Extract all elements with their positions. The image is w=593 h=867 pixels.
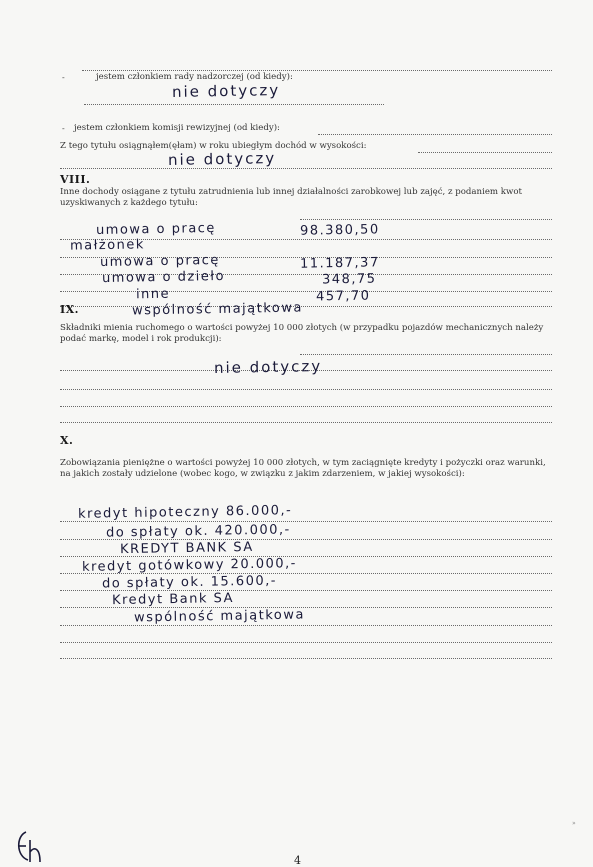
section-viii-heading: VIII. xyxy=(60,173,91,186)
income-entry-label: umowa o pracę xyxy=(99,252,221,271)
dotted-line xyxy=(60,422,552,423)
income-value: nie dotyczy xyxy=(167,149,277,169)
dotted-line xyxy=(82,70,552,71)
dotted-line xyxy=(84,104,384,105)
income-entry-amount: 457,70 xyxy=(315,288,371,305)
bullet: - xyxy=(62,124,65,133)
dotted-line xyxy=(60,168,552,169)
income-entry-label: inne xyxy=(135,286,171,303)
page-number: 4 xyxy=(294,854,301,867)
liability-entry: Kredyt Bank SA xyxy=(111,590,235,609)
initials-signature xyxy=(12,826,52,866)
movable-property-value: nie dotyczy xyxy=(213,357,323,377)
joint-property-note: wspólność majątkowa xyxy=(131,300,304,319)
dotted-line xyxy=(60,642,552,643)
income-entry-label: umowa o pracę xyxy=(95,220,217,239)
section-viii-text: Inne dochody osiągane z tytułu zatrudnienia lub innej działalności zarobkowej lub zajęć, z podaniem kwot uzyskiwanych z każdego tytułu: xyxy=(60,187,522,208)
liability-entry: KREDYT BANK SA xyxy=(119,539,254,558)
bullet: - xyxy=(62,73,65,82)
dotted-line xyxy=(418,152,552,153)
income-label: Z tego tytułu osiągnąłem(ęłam) w roku ubiegłym dochód w wysokości: xyxy=(60,141,367,151)
supervisory-board-value: nie dotyczy xyxy=(171,81,281,101)
income-entry-label: małżonek xyxy=(69,237,146,254)
section-x-text: Zobowiązania pieniężne o wartości powyżej 10 000 złotych, w tym zaciągnięte kredyty i pożyczki oraz warunki, na jakich zostały udzielone (wobec kogo, w związku z jakim zdarzeniem, w jakiej wysokości): xyxy=(60,458,546,479)
income-entry-amount: 11.187,37 xyxy=(299,255,380,272)
dotted-line xyxy=(60,389,552,390)
liability-entry: do spłaty ok. 15.600,- xyxy=(101,573,278,592)
dotted-line xyxy=(300,219,552,220)
income-entry-amount: 98.380,50 xyxy=(299,222,380,239)
section-x-heading: X. xyxy=(60,434,74,447)
liability-entry: kredyt hipoteczny 86.000,- xyxy=(77,503,293,522)
income-entry-amount: 348,75 xyxy=(321,271,377,288)
audit-committee-label: jestem członkiem komisji rewizyjnej (od kiedy): xyxy=(74,123,280,133)
liability-entry: do spłaty ok. 420.000,- xyxy=(105,522,291,541)
dotted-line xyxy=(318,134,552,135)
dotted-line xyxy=(300,354,552,355)
liability-entry: wspólność majątkowa xyxy=(133,607,306,626)
section-ix-heading: IX. xyxy=(60,303,80,316)
dotted-line xyxy=(60,521,552,522)
margin-mark: » xyxy=(572,820,576,827)
supervisory-board-label: jestem członkiem rady nadzorczej (od kiedy): xyxy=(96,72,293,82)
dotted-line xyxy=(60,291,552,292)
dotted-line xyxy=(60,658,552,659)
section-ix-text: Składniki mienia ruchomego o wartości powyżej 10 000 złotych (w przypadku pojazdów mechanicznych należy podać markę, model i rok produkcji): xyxy=(60,323,544,344)
income-entry-label: umowa o dzieło xyxy=(101,268,226,287)
liability-entry: kredyt gotówkowy 20.000,- xyxy=(81,556,298,575)
dotted-line xyxy=(60,406,552,407)
